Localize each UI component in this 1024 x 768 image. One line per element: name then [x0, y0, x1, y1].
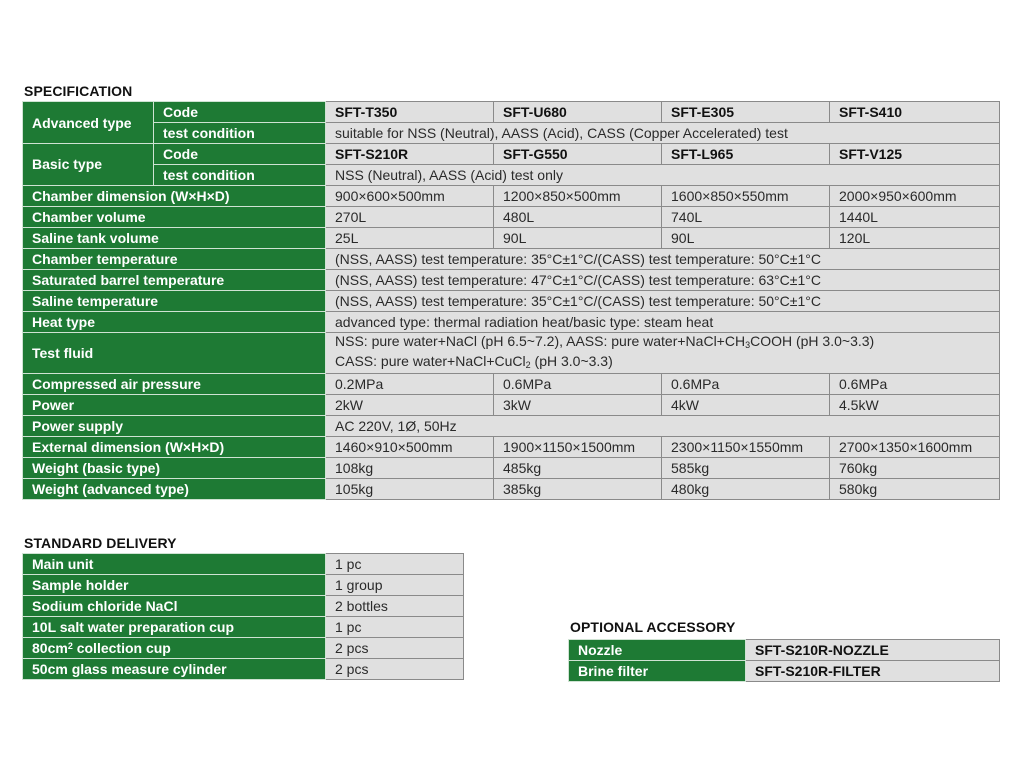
delivery-row: [23, 554, 464, 575]
test-fluid-label: Test fluid: [23, 333, 326, 374]
spec-row: [23, 186, 1000, 207]
spec-value: 1200×850×500mm: [494, 186, 662, 207]
spec-value: 1460×910×500mm: [326, 437, 494, 458]
spec-value: 0.2MPa: [326, 374, 494, 395]
spec-value: 760kg: [830, 458, 1000, 479]
spec-value: AC 220V, 1Ø, 50Hz: [326, 416, 1000, 437]
spec-value: 1600×850×550mm: [662, 186, 830, 207]
test-fluid-value: [326, 333, 1000, 374]
model-code: SFT-S410: [830, 102, 1000, 123]
spec-value: (NSS, AASS) test temperature: 35°C±1°C/(CASS) test temperature: 50°C±1°C: [326, 291, 1000, 312]
spec-value: 25L: [326, 228, 494, 249]
model-code: SFT-T350: [326, 102, 494, 123]
advanced-condition-value: suitable for NSS (Neutral), AASS (Acid), CASS (Copper Accelerated) test: [326, 123, 1000, 144]
spec-label: Heat type: [23, 312, 326, 333]
spec-label: Weight (basic type): [23, 458, 326, 479]
spec-value: 0.6MPa: [662, 374, 830, 395]
spec-value: 3kW: [494, 395, 662, 416]
test-fluid-line-1: NSS: pure water+NaCl (pH 6.5~7.2), AASS: pure $water+NaCl+CH_3COOH$ (pH 3.0~3.3): [335, 333, 875, 350]
basic-code-label: Code: [154, 144, 326, 165]
advanced-condition-label: test condition: [154, 123, 326, 144]
spec-value: 270L: [326, 207, 494, 228]
spec-value: 4kW: [662, 395, 830, 416]
advanced-type-label: Advanced type: [23, 102, 154, 144]
spec-row: [23, 312, 1000, 333]
spec-row: [23, 416, 1000, 437]
accessory-code: SFT-S210R-NOZZLE: [746, 640, 1000, 661]
delivery-row: [23, 575, 464, 596]
spec-label: Chamber dimension (W×H×D): [23, 186, 326, 207]
delivery-item-qty: 1 pc: [326, 554, 464, 575]
spec-row: [23, 437, 1000, 458]
delivery-item-label: 50cm glass measure cylinder: [23, 659, 326, 680]
spec-value: 2000×950×600mm: [830, 186, 1000, 207]
optional-accessory-table: [568, 639, 1000, 682]
spec-value: 480kg: [662, 479, 830, 500]
delivery-row: [23, 617, 464, 638]
spec-label: Saline temperature: [23, 291, 326, 312]
spec-row: [23, 374, 1000, 395]
delivery-row: [23, 638, 464, 659]
model-code: SFT-U680: [494, 102, 662, 123]
accessory-row: [569, 640, 1000, 661]
spec-value: 485kg: [494, 458, 662, 479]
model-code: SFT-S210R: [326, 144, 494, 165]
standard-delivery-title: STANDARD DELIVERY: [24, 535, 177, 551]
delivery-row: [23, 596, 464, 617]
spec-label: Saline tank volume: [23, 228, 326, 249]
spec-value: 740L: [662, 207, 830, 228]
spec-row: [23, 207, 1000, 228]
accessory-label: Brine filter: [569, 661, 746, 682]
spec-label: Chamber volume: [23, 207, 326, 228]
spec-value: 90L: [662, 228, 830, 249]
delivery-item-label: Main unit: [23, 554, 326, 575]
spec-row: [23, 291, 1000, 312]
advanced-code-label: Code: [154, 102, 326, 123]
delivery-item-qty: 1 pc: [326, 617, 464, 638]
delivery-item-qty: 2 bottles: [326, 596, 464, 617]
accessory-row: [569, 661, 1000, 682]
spec-value: (NSS, AASS) test temperature: 47°C±1°C/(CASS) test temperature: 63°C±1°C: [326, 270, 1000, 291]
spec-row: [23, 228, 1000, 249]
spec-value: 4.5kW: [830, 395, 1000, 416]
spec-label: Saturated barrel temperature: [23, 270, 326, 291]
test-fluid-line-2: CASS: pure water+NaCl+CuCl$_2$ (pH 3.0~3.3): [335, 353, 613, 370]
delivery-item-label: 10L salt water preparation cup: [23, 617, 326, 638]
spec-value: 1440L: [830, 207, 1000, 228]
model-code: SFT-L965: [662, 144, 830, 165]
test-fluid-row: [23, 333, 1000, 374]
spec-value: 120L: [830, 228, 1000, 249]
accessory-code: SFT-S210R-FILTER: [746, 661, 1000, 682]
spec-value: (NSS, AASS) test temperature: 35°C±1°C/(CASS) test temperature: 50°C±1°C: [326, 249, 1000, 270]
model-code: SFT-G550: [494, 144, 662, 165]
spec-value: 480L: [494, 207, 662, 228]
spec-value: 580kg: [830, 479, 1000, 500]
spec-value: 2700×1350×1600mm: [830, 437, 1000, 458]
spec-value: 2300×1150×1550mm: [662, 437, 830, 458]
advanced-code-row: [23, 102, 1000, 123]
optional-accessory-title: OPTIONAL ACCESSORY: [570, 619, 736, 635]
standard-delivery-table: [22, 553, 464, 680]
delivery-item-label: Sample holder: [23, 575, 326, 596]
spec-row: [23, 395, 1000, 416]
delivery-item-qty: 1 group: [326, 575, 464, 596]
spec-value: advanced type: thermal radiation heat/basic type: steam heat: [326, 312, 1000, 333]
specification-table: [22, 101, 1000, 500]
basic-type-label: Basic type: [23, 144, 154, 186]
spec-value: 105kg: [326, 479, 494, 500]
delivery-item-qty: 2 pcs: [326, 638, 464, 659]
spec-value: 0.6MPa: [494, 374, 662, 395]
spec-value: 90L: [494, 228, 662, 249]
spec-label: External dimension (W×H×D): [23, 437, 326, 458]
spec-label: Chamber temperature: [23, 249, 326, 270]
spec-label: Power supply: [23, 416, 326, 437]
spec-row: [23, 458, 1000, 479]
spec-value: 108kg: [326, 458, 494, 479]
delivery-item-qty: 2 pcs: [326, 659, 464, 680]
spec-label: Weight (advanced type): [23, 479, 326, 500]
delivery-item-label: $80cm^2$ collection cup: [23, 638, 326, 659]
spec-row: [23, 249, 1000, 270]
model-code: SFT-V125: [830, 144, 1000, 165]
spec-label: Compressed air pressure: [23, 374, 326, 395]
spec-value: 900×600×500mm: [326, 186, 494, 207]
spec-value: 0.6MPa: [830, 374, 1000, 395]
basic-code-row: [23, 144, 1000, 165]
advanced-condition-row: [23, 123, 1000, 144]
accessory-label: Nozzle: [569, 640, 746, 661]
basic-condition-value: NSS (Neutral), AASS (Acid) test only: [326, 165, 1000, 186]
model-code: SFT-E305: [662, 102, 830, 123]
specification-title: SPECIFICATION: [24, 83, 133, 99]
basic-condition-label: test condition: [154, 165, 326, 186]
spec-value: 2kW: [326, 395, 494, 416]
spec-value: 385kg: [494, 479, 662, 500]
spec-row: [23, 479, 1000, 500]
delivery-row: [23, 659, 464, 680]
spec-value: 585kg: [662, 458, 830, 479]
spec-value: 1900×1150×1500mm: [494, 437, 662, 458]
delivery-item-label: Sodium chloride NaCl: [23, 596, 326, 617]
spec-label: Power: [23, 395, 326, 416]
spec-row: [23, 270, 1000, 291]
basic-condition-row: [23, 165, 1000, 186]
